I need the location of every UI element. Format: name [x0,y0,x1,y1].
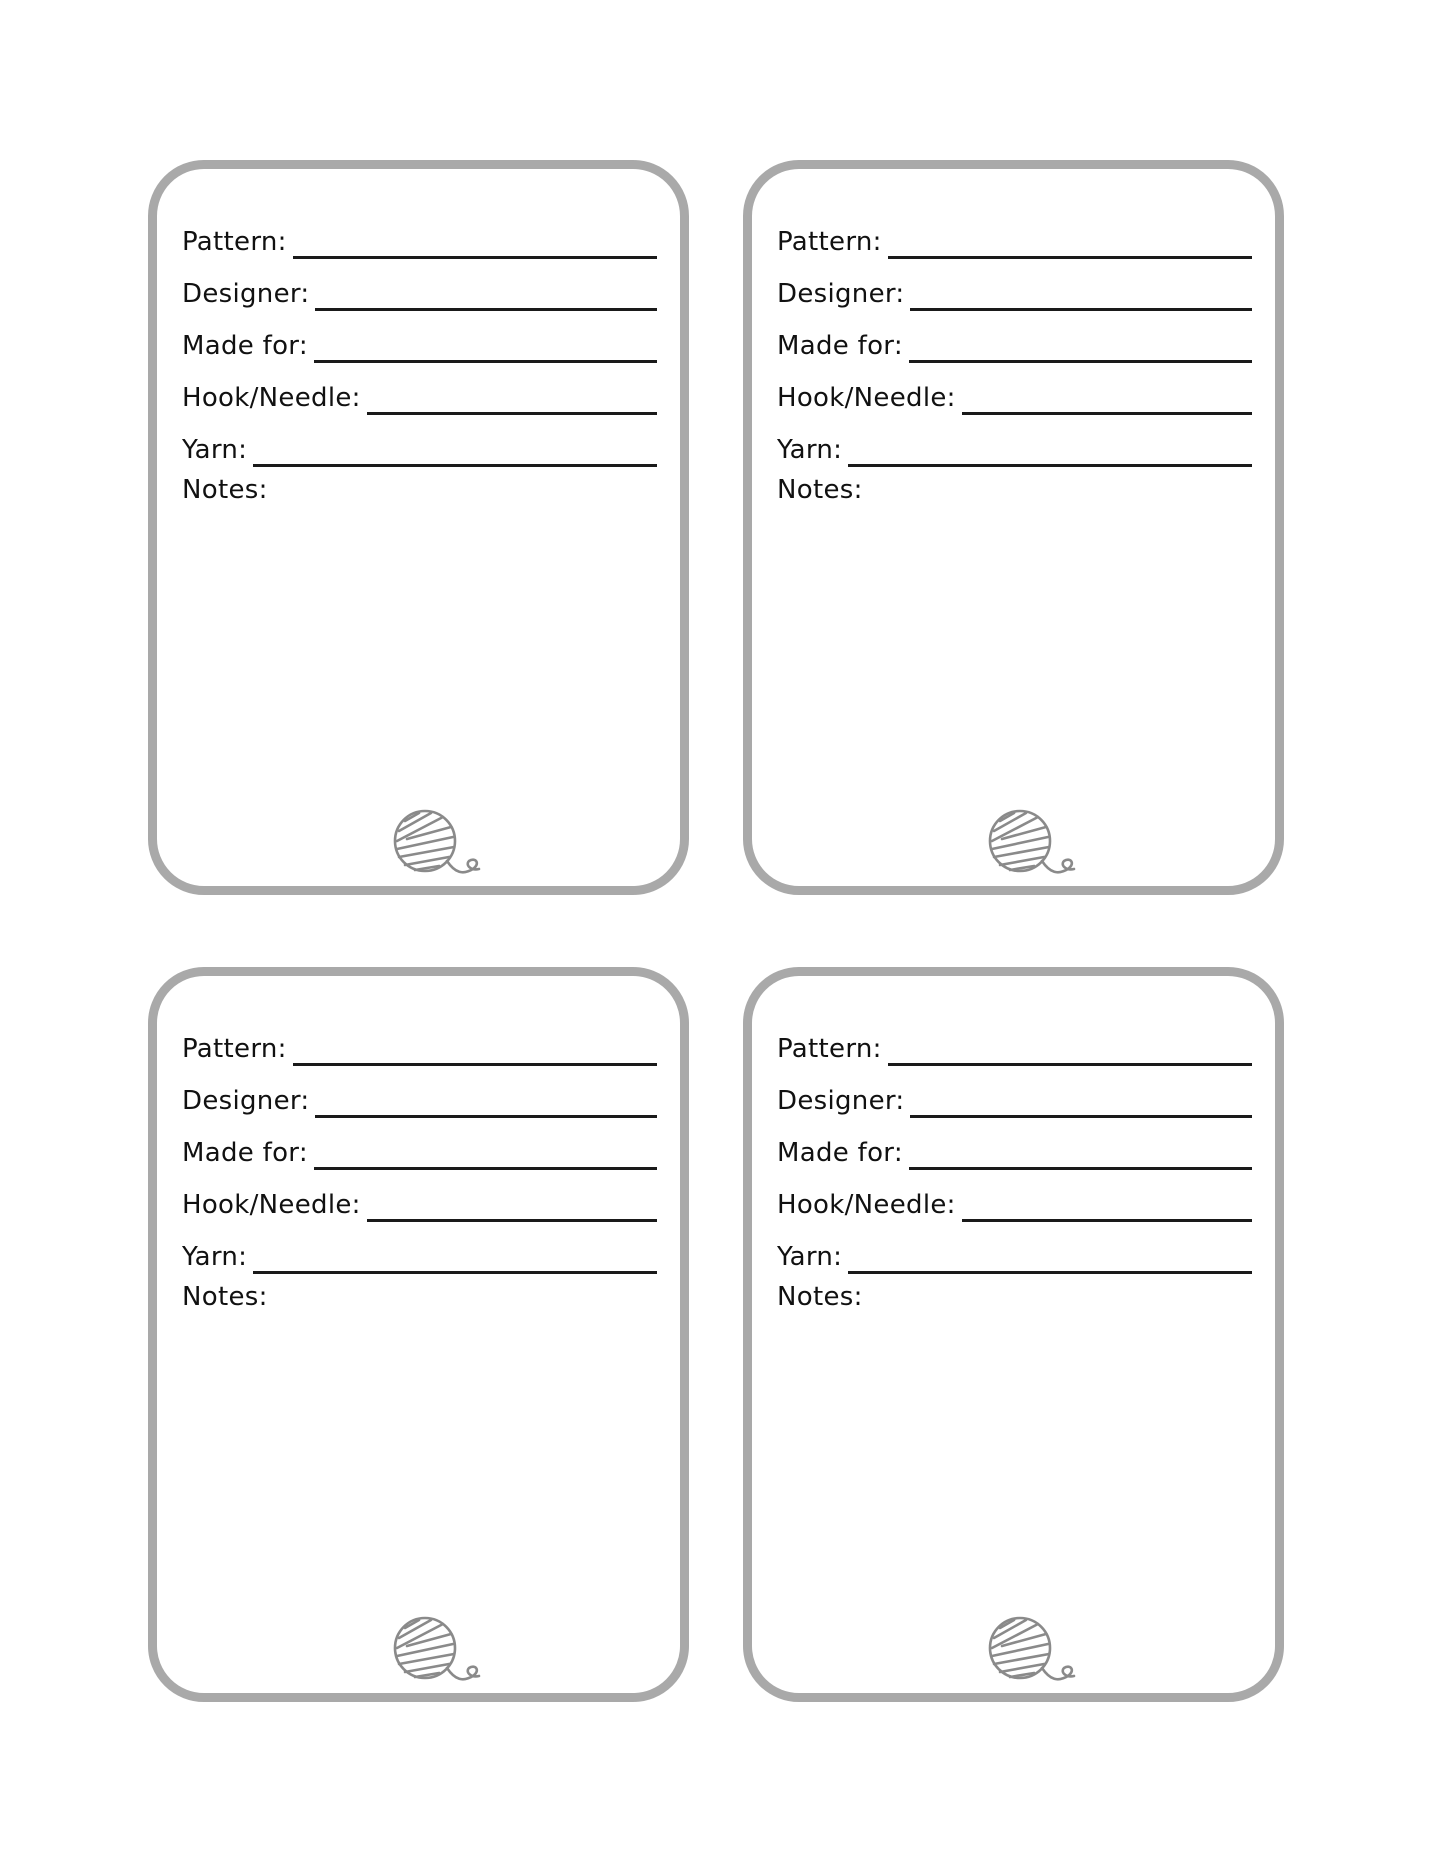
card-fields [777,209,1252,469]
designer-line[interactable] [315,1115,657,1118]
made-for-line[interactable] [909,360,1252,363]
designer-label: Designer: [777,1086,905,1116]
yarn-line[interactable] [848,1271,1252,1274]
hook-needle-label: Hook/Needle: [777,383,956,413]
hook-needle-field[interactable] [182,1172,657,1224]
hook-needle-line[interactable] [962,1219,1252,1222]
designer-line[interactable] [910,1115,1252,1118]
pattern-label: Pattern: [777,227,882,257]
notes-label: Notes: [182,1282,268,1312]
designer-field[interactable] [182,1068,657,1120]
yarn-label: Yarn: [182,435,248,465]
project-card-3 [148,967,689,1702]
made-for-field[interactable] [182,313,657,365]
hook-needle-label: Hook/Needle: [182,1190,361,1220]
yarn-field[interactable] [182,417,657,469]
designer-field[interactable] [182,261,657,313]
pattern-field[interactable] [182,1016,657,1068]
pattern-label: Pattern: [182,227,287,257]
yarn-ball-icon [986,809,1076,879]
pattern-label: Pattern: [182,1034,287,1064]
yarn-field[interactable] [182,1224,657,1276]
yarn-field[interactable] [777,417,1252,469]
designer-field[interactable] [777,1068,1252,1120]
hook-needle-label: Hook/Needle: [777,1190,956,1220]
yarn-ball-icon [391,1616,481,1686]
hook-needle-field[interactable] [182,365,657,417]
made-for-line[interactable] [314,360,657,363]
notes-label: Notes: [182,475,268,505]
yarn-line[interactable] [253,464,657,467]
pattern-line[interactable] [293,256,657,259]
yarn-line[interactable] [253,1271,657,1274]
pattern-field[interactable] [777,209,1252,261]
made-for-field[interactable] [777,313,1252,365]
designer-line[interactable] [315,308,657,311]
project-card-4 [743,967,1284,1702]
pattern-line[interactable] [888,1063,1252,1066]
designer-line[interactable] [910,308,1252,311]
yarn-label: Yarn: [182,1242,248,1272]
notes-label: Notes: [777,1282,863,1312]
pattern-line[interactable] [888,256,1252,259]
notes-label: Notes: [777,475,863,505]
card-fields [182,209,657,469]
hook-needle-label: Hook/Needle: [182,383,361,413]
made-for-line[interactable] [314,1167,657,1170]
made-for-label: Made for: [182,331,308,361]
hook-needle-field[interactable] [777,365,1252,417]
card-fields [777,1016,1252,1276]
project-card-2 [743,160,1284,895]
yarn-label: Yarn: [777,435,843,465]
yarn-label: Yarn: [777,1242,843,1272]
yarn-ball-icon [986,1616,1076,1686]
project-card-1 [148,160,689,895]
pattern-label: Pattern: [777,1034,882,1064]
made-for-label: Made for: [777,331,903,361]
made-for-label: Made for: [777,1138,903,1168]
designer-label: Designer: [182,1086,310,1116]
made-for-label: Made for: [182,1138,308,1168]
designer-label: Designer: [182,279,310,309]
pattern-line[interactable] [293,1063,657,1066]
designer-label: Designer: [777,279,905,309]
pattern-field[interactable] [777,1016,1252,1068]
yarn-line[interactable] [848,464,1252,467]
yarn-ball-icon [391,809,481,879]
yarn-field[interactable] [777,1224,1252,1276]
hook-needle-line[interactable] [367,412,657,415]
hook-needle-field[interactable] [777,1172,1252,1224]
pattern-field[interactable] [182,209,657,261]
hook-needle-line[interactable] [367,1219,657,1222]
card-fields [182,1016,657,1276]
made-for-field[interactable] [182,1120,657,1172]
made-for-line[interactable] [909,1167,1252,1170]
designer-field[interactable] [777,261,1252,313]
hook-needle-line[interactable] [962,412,1252,415]
made-for-field[interactable] [777,1120,1252,1172]
